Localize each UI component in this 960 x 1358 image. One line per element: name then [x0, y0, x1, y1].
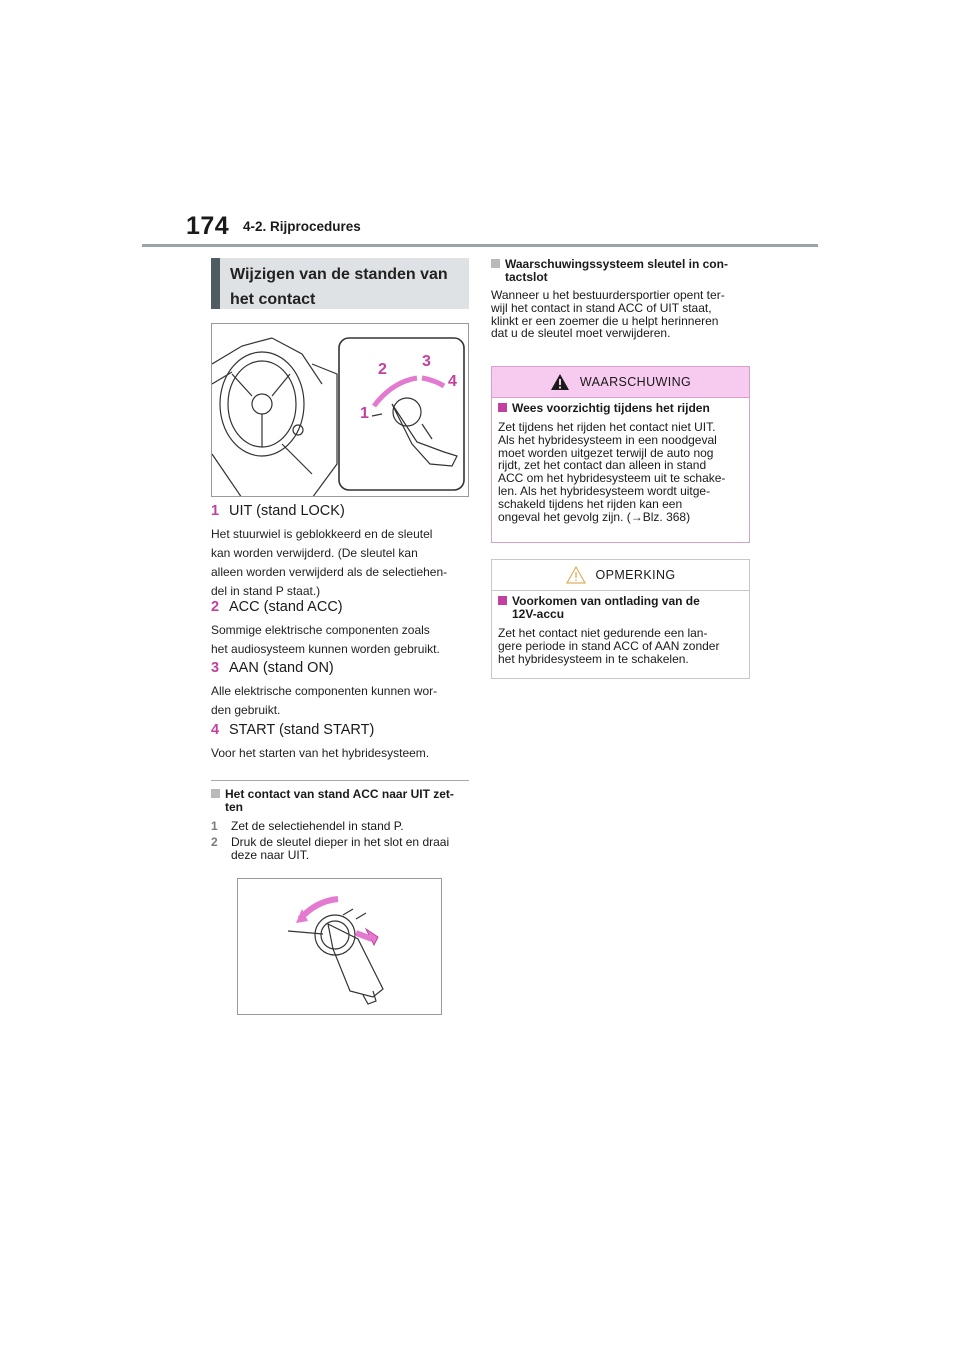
position-label-2: 2: [378, 361, 387, 378]
position-1: [211, 503, 469, 601]
warning-title: WAARSCHUWING: [579, 375, 692, 389]
gray-square-bullet-icon: [211, 789, 220, 798]
section-title-line2: het contact: [230, 291, 316, 308]
position-1-number: 1: [211, 503, 220, 519]
warning-triangle-icon: [550, 373, 570, 391]
ignition-illustration: [212, 324, 469, 497]
acc-to-off-heading-line1: Het contact van stand ACC naar UIT zet-: [225, 787, 454, 801]
section-heading: [211, 258, 469, 309]
position-label-4: 4: [448, 373, 457, 390]
key-turn-figure: [237, 878, 442, 1015]
page-number: 174: [186, 212, 230, 240]
note-body-line: het hybridesysteem in te schakelen.: [498, 651, 689, 666]
position-2-description: [211, 621, 469, 659]
header-divider: [142, 244, 818, 247]
note-heading-line1: Voorkomen van ontlading van de: [512, 594, 700, 608]
pink-square-bullet-icon: [498, 596, 507, 605]
ignition-positions-figure: [211, 323, 469, 497]
step-1-number: 1: [211, 819, 218, 833]
warning-content: [492, 398, 749, 523]
acc-to-off-heading-line2: ten: [225, 800, 243, 814]
key-reminder-body: [491, 289, 750, 340]
warning-heading-text: Wees voorzichtig tijdens het rijden: [512, 401, 710, 415]
warning-body-line: Zet tijdens het rijden het contact niet UIT.: [498, 420, 716, 434]
position-3: [211, 660, 469, 720]
position-2-desc-line: het audiosysteem kunnen worden gebruikt.: [211, 642, 440, 656]
note-body-line: gere periode in stand ACC of AAN zonder: [498, 638, 720, 653]
position-1-desc-line: alleen worden verwijderd als de selectiehen-: [211, 565, 448, 579]
position-1-desc-line: Het stuurwiel is geblokkeerd en de sleutel: [211, 527, 433, 541]
warning-body-line: moet worden uitgezet terwijl de auto nog: [498, 445, 714, 460]
subsection-divider: [211, 780, 469, 781]
position-4: [211, 722, 469, 763]
key-reminder-body-line: wijl het contact in stand ACC of UIT staat,: [491, 300, 712, 315]
acc-to-off-subsection: [211, 788, 469, 862]
warning-body-line: Als het hybridesysteem in een noodgeval: [498, 432, 717, 447]
key-reminder-heading-line1: Waarschuwingssysteem sleutel in con-: [505, 257, 728, 271]
key-turn-illustration: [238, 879, 442, 1015]
position-1-desc-line: kan worden verwijderd. (De sleutel kan: [211, 546, 418, 560]
warning-body-line: len. Als het hybridesysteem wordt uitge-: [498, 483, 711, 498]
note-body: [498, 627, 743, 665]
position-1-title-row: [211, 503, 469, 519]
position-3-desc-line: den gebruikt.: [211, 703, 281, 717]
caution-triangle-icon: [566, 566, 586, 584]
warning-heading: [498, 402, 743, 415]
note-header: [492, 560, 749, 591]
warning-box: [491, 366, 750, 543]
key-reminder-heading: [491, 258, 750, 284]
note-heading: [498, 595, 743, 621]
position-4-description: [211, 744, 469, 763]
step-2-text-line: Druk de sleutel dieper in het slot en draai: [231, 835, 450, 849]
key-reminder-section: [491, 258, 750, 340]
position-3-desc-line: Alle elektrische componenten kunnen wor-: [211, 684, 438, 698]
note-body-line: Zet het contact niet gedurende een lan-: [498, 626, 708, 640]
position-2-number: 2: [211, 599, 220, 615]
chapter-title: 4-2. Rijprocedures: [243, 219, 361, 234]
warning-body-line: schakeld tijdens het rijden kan een: [498, 496, 683, 511]
note-title: OPMERKING: [595, 568, 676, 582]
key-reminder-body-line: dat u de sleutel moet verwijderen.: [491, 326, 671, 341]
note-box: [491, 559, 750, 679]
key-reminder-heading-line2: tactslot: [505, 270, 548, 284]
step-2-text-line: deze naar UIT.: [231, 848, 310, 862]
position-1-title: UIT (stand LOCK): [229, 503, 345, 519]
position-3-title-row: [211, 660, 469, 676]
key-reminder-body-line: Wanneer u het bestuurdersportier opent ter-: [491, 288, 725, 302]
warning-body-line: ACC om het hybridesysteem uit te schake-: [498, 471, 726, 486]
step-2: [211, 836, 469, 862]
position-3-description: [211, 682, 469, 720]
section-title: [220, 258, 458, 309]
position-3-number: 3: [211, 660, 220, 676]
section-title-line1: Wijzigen van de standen van: [230, 266, 448, 283]
warning-header: [492, 367, 749, 398]
position-2-title: ACC (stand ACC): [229, 599, 343, 615]
gray-square-bullet-icon: [491, 259, 500, 268]
pink-square-bullet-icon: [498, 403, 507, 412]
warning-body-line: ongeval het gevolg zijn. (→Blz. 368): [498, 509, 691, 524]
position-1-description: [211, 525, 469, 601]
position-label-1: 1: [360, 405, 369, 422]
note-heading-line2: 12V-accu: [512, 607, 565, 621]
note-content: [492, 591, 749, 665]
step-1-text: Zet de selectiehendel in stand P.: [231, 819, 404, 833]
position-3-title: AAN (stand ON): [229, 660, 334, 676]
acc-to-off-heading: [211, 788, 469, 814]
position-label-3: 3: [422, 353, 431, 370]
position-4-title-row: [211, 722, 469, 738]
warning-body: [498, 421, 743, 523]
section-heading-bar: [211, 258, 220, 309]
position-4-title: START (stand START): [229, 722, 375, 738]
position-1-desc-line: del in stand P staat.): [211, 584, 321, 598]
position-2-title-row: [211, 599, 469, 615]
step-2-number: 2: [211, 835, 218, 849]
position-4-desc-line: Voor het starten van het hybridesysteem.: [211, 746, 430, 760]
warning-body-line: rijdt, zet het contact dan alleen in stand: [498, 458, 707, 473]
position-4-number: 4: [211, 722, 220, 738]
step-1: [211, 820, 469, 833]
key-reminder-body-line: klinkt er een zoemer die u helpt herinneren: [491, 313, 719, 328]
position-2-desc-line: Sommige elektrische componenten zoals: [211, 623, 430, 637]
position-2: [211, 599, 469, 659]
